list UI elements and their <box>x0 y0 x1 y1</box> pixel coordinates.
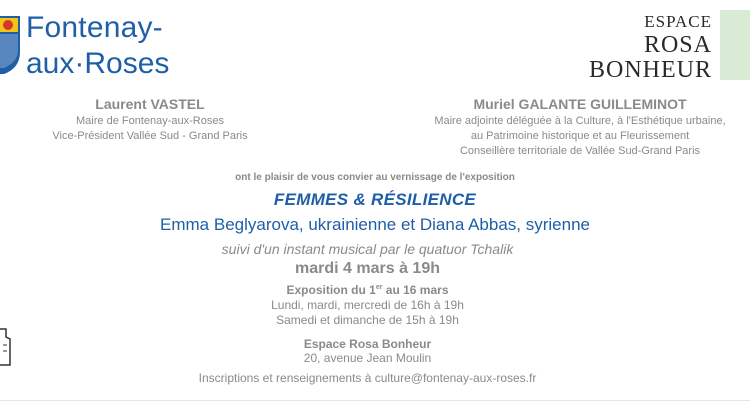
exhibition-dates-sup: er <box>375 284 383 291</box>
logo-text-line1: Fontenay- <box>26 11 163 44</box>
left-signatory-name: Laurent VASTEL <box>95 96 205 112</box>
fontenay-logo <box>0 10 185 80</box>
opening-hours-weekdays: Lundi, mardi, mercredi de 16h à 19h <box>271 298 464 312</box>
city-crest-icon <box>0 12 24 74</box>
invitation-intro: ont le plaisir de vous convier au vernissage de l'exposition <box>235 172 515 183</box>
musical-note: suivi d'un instant musical par le quatuor Tchalik <box>221 241 514 257</box>
exhibition-artists: Emma Beglyarova, ukrainienne et Diana Abbas, syrienne <box>160 215 590 234</box>
opening-date: mardi 4 mars à 19h <box>295 260 440 277</box>
left-signatory-role1: Maire de Fontenay-aux-Roses <box>76 115 224 127</box>
bottom-divider <box>0 400 750 401</box>
logo-text-line2: aux·Roses <box>26 47 170 80</box>
venue-name: Espace Rosa Bonheur <box>303 337 432 351</box>
left-signatory <box>30 96 270 144</box>
exhibition-dates <box>0 283 735 297</box>
logo-green-block <box>720 10 750 80</box>
right-signatory <box>410 96 750 159</box>
exhibition-title: FEMMES & RÉSILIENCE <box>273 190 477 209</box>
logo-espace: ESPACE <box>644 12 712 31</box>
right-signatory-name: Muriel GALANTE GUILLEMINOT <box>473 96 687 112</box>
left-signatory-role2: Vice-Président Vallée Sud - Grand Paris <box>52 130 248 142</box>
espace-rosa-bonheur-logo <box>570 10 750 85</box>
right-signatory-role1: Maire adjointe déléguée à la Culture, à l'Esthétique urbaine, <box>434 115 726 127</box>
exhibition-dates-prefix: Exposition du 1 <box>286 283 376 297</box>
opening-hours-weekend: Samedi et dimanche de 15h à 19h <box>276 313 459 327</box>
logo-rosa: ROSA <box>643 32 712 58</box>
venue-address: 20, avenue Jean Moulin <box>303 351 432 365</box>
contact-info: Inscriptions et renseignements à culture@fontenay-aux-roses.fr <box>198 371 537 385</box>
right-signatory-role3: Conseillère territoriale de Vallée Sud-Grand Paris <box>459 145 701 157</box>
logo-bonheur: BONHEUR <box>588 57 712 83</box>
right-signatory-role2: au Patrimoine historique et au Fleurissement <box>470 130 690 142</box>
partial-illustration-icon <box>0 325 12 367</box>
exhibition-dates-suffix: au 16 mars <box>382 283 449 297</box>
